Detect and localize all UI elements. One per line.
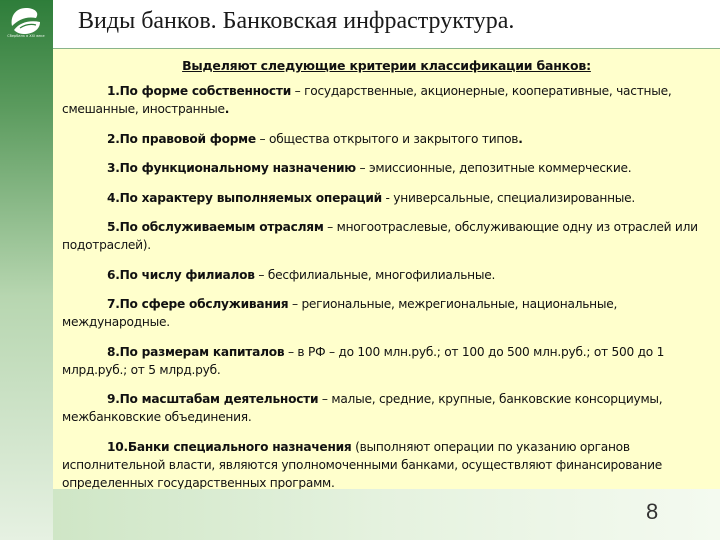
list-item [62,343,713,379]
item-text: – общества открытого и закрытого типов [255,131,519,146]
content-panel [53,49,720,489]
item-term: 9.По масштабам деятельности [107,392,319,406]
list-item [62,390,713,426]
item-text: (выполняют операции по указанию органов исполнительной власти, являются уполномоченными банками, осуществляют финансирование определенных государственных программ. [62,439,663,490]
item-term: 1.По форме собственности [107,84,292,98]
item-text: – многоотраслевые, обслуживающие одну из отраслей или подотраслей). [62,220,698,252]
list-item [62,159,713,177]
logo-caption: Сбербанк в XXI веке [7,34,45,38]
sidebar-band [0,0,53,540]
list-item [62,218,713,254]
criteria-header: Выделяют следующие критерии классификации банков: [182,58,591,73]
item-term: 3.По функциональному назначению [107,161,356,175]
item-term: 2.По правовой форме [107,131,256,146]
list-item [62,266,713,284]
item-tail: . [224,102,230,116]
item-text: – в РФ – до 100 млн.руб.; от 100 до 500 млн.руб.; от 500 до 1 млрд.руб.; от 5 млрд.руб. [62,344,665,377]
item-term: 4.По характеру выполняемых операций [107,190,382,205]
list-item [62,438,713,492]
list-item [62,189,713,207]
item-text: – региональные, межрегиональные, национальные, международные. [62,297,618,329]
item-term: 8.По размерам капиталов [107,344,285,359]
list-item [62,82,713,118]
list-item [62,130,713,148]
item-text: - универсальные, специализированные. [381,190,636,205]
item-term: 10.Банки специального назначения [107,439,352,454]
item-text: – эмиссионные, депозитные коммерческие. [355,161,632,175]
list-item [62,295,713,331]
slide-title: Виды банков. Банковская инфраструктура. [78,8,515,34]
item-text: – малые, средние, крупные, банковские консорциумы, межбанковские объединения. [62,392,663,424]
item-term: 6.По числу филиалов [107,267,255,282]
item-text: – бесфилиальные, многофилиальные. [254,267,496,282]
item-term: 5.По обслуживаемым отраслям [107,220,324,234]
item-text: – государственные, акционерные, кооперативные, частные, смешанные, иностранные [62,84,672,116]
page-number: 8 [646,499,659,524]
footer-band [53,489,720,540]
criteria-list [62,82,713,503]
item-term: 7.По сфере обслуживания [107,297,289,311]
item-tail: . [518,131,523,146]
